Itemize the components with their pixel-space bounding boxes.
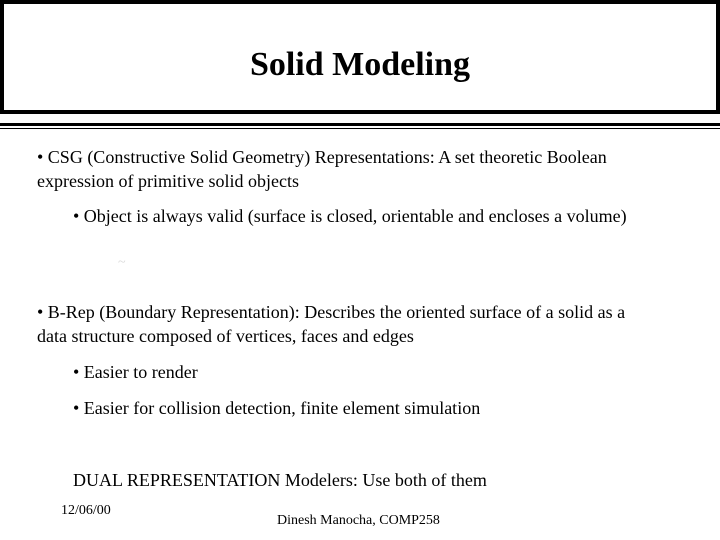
slide-title: Solid Modeling [249, 46, 471, 83]
dual-representation-note: DUAL REPRESENTATION Modelers: Use both of them [73, 470, 487, 490]
bullet-brep: • B-Rep (Boundary Representation): Describes the oriented surface of a solid as a data structure composed of vertices, faces and edges [37, 302, 626, 346]
footer-author: Dinesh Manocha, COMP258 [277, 513, 440, 528]
bullet-csg: • CSG (Constructive Solid Geometry) Representations: A set theoretic Boolean expression of primitive solid objects [37, 147, 607, 191]
footer-date: 12/06/00 [61, 503, 111, 518]
title-divider [0, 123, 720, 126]
bullet-csg-valid: • Object is always valid (surface is closed, orientable and encloses a volume) [73, 206, 627, 226]
faint-mark: ~ [118, 255, 126, 270]
bullet-brep-collision: • Easier for collision detection, finite element simulation [73, 398, 481, 418]
bullet-brep-render: • Easier to render [73, 362, 198, 382]
title-divider-thin [0, 128, 720, 129]
